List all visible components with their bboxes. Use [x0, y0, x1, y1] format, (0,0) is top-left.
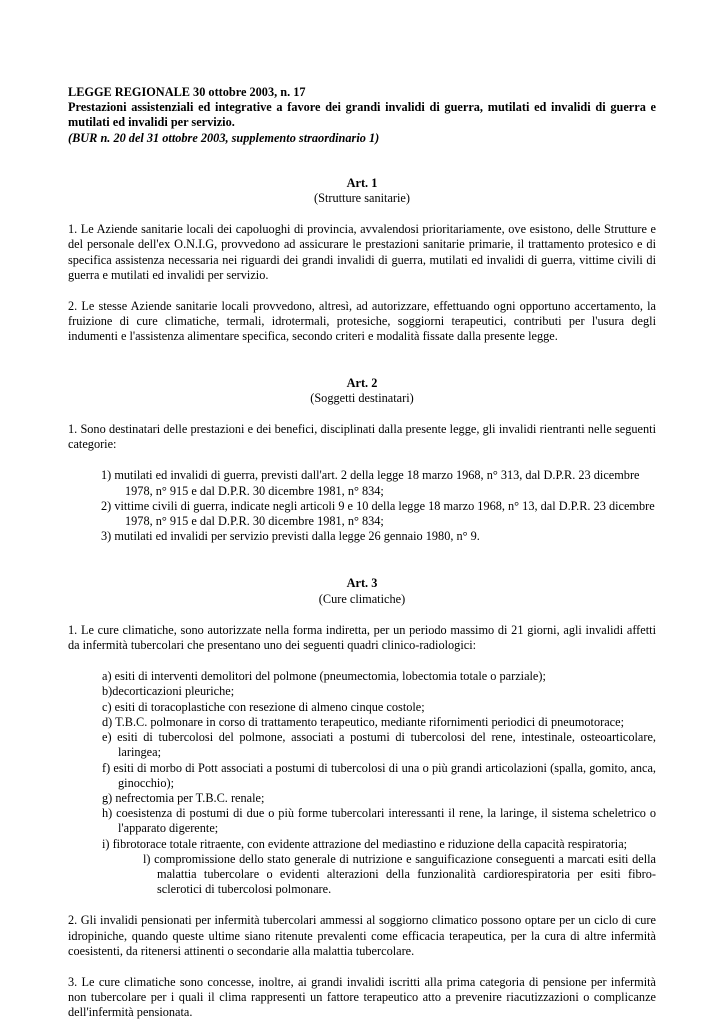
article-2-title: Art. 2	[346, 375, 378, 390]
article-1-paragraph-2: 2. Le stesse Aziende sanitarie locali provvedono, altresì, ad autorizzare, effettuando ogni opportuno accertamento, la fruizione di cure climatiche, termali, idrotermali, protesiche, soggiorni terapeutici, contributi per l'usura degli indumenti e l'assistenza alimentare specifica, secondo criteri e modalità fissate dalla presente legge.	[68, 299, 656, 344]
list-item: f) esiti di morbo di Pott associati a postumi di tubercolosi di una o più grandi articolazioni (spalla, gomito, anca, ginocchio);	[102, 760, 656, 790]
list-item: 1) mutilati ed invalidi di guerra, previsti dall'art. 2 della legge 18 marzo 1968, n° 313, dal D.P.R. 23 dicembre 1978, n° 915 e dal D.P.R. 30 dicembre 1981, n° 834;	[101, 468, 640, 498]
list-item: e) esiti di tubercolosi del polmone, associati a postumi di tubercolosi del rene, intestinale, osteoarticolare, laringea;	[102, 730, 656, 760]
list-item: b)decorticazioni pleuriche;	[102, 684, 235, 699]
list-item: a) esiti di interventi demolitori del polmone (pneumectomia, lobectomia totale o parziale);	[102, 669, 546, 684]
list-item: 3) mutilati ed invalidi per servizio previsti dalla legge 26 gennaio 1980, n° 9.	[101, 529, 480, 544]
list-item: 2) vittime civili di guerra, indicate negli articoli 9 e 10 della legge 18 marzo 1968, n° 13, dal D.P.R. 23 dicembre 1978, n° 915 e dal D.P.R. 30 dicembre 1981, n° 834;	[101, 498, 655, 529]
article-1	[68, 176, 656, 345]
article-1-paragraph-1: 1. Le Aziende sanitarie locali dei capoluoghi di provincia, avvalendosi prioritariamente, ove esistono, delle Strutture e del personale dell'ex O.N.I.G, provvedono ad assicurare le prestazioni sanitarie primarie, il trattamento protesico e di specifica assistenza necessaria nei riguardi dei grandi invalidi di guerra, mutilati ed invalidi di guerra, vittime civili di guerra e mutilati ed invalidi per servizio.	[68, 222, 656, 282]
article-2	[68, 376, 656, 545]
publication-reference: (BUR n. 20 del 31 ottobre 2003, supplemento straordinario 1)	[68, 130, 380, 145]
article-3-subtitle: (Cure climatiche)	[318, 591, 406, 606]
law-title: LEGGE REGIONALE 30 ottobre 2003, n. 17	[68, 85, 306, 99]
article-3-title: Art. 3	[346, 576, 378, 591]
list-item: i) fibrotorace totale ritraente, con evidente attrazione del mediastino e riduzione della capacità respiratoria;	[102, 836, 628, 851]
list-item: h) coesistenza di postumi di due o più forme tubercolari interessanti il rene, la laringe, il sistema scheletrico o l'apparato digerente;	[102, 806, 656, 836]
law-subject: Prestazioni assistenziali ed integrative a favore dei grandi invalidi di guerra, mutilati ed invalidi di guerra e mutilati ed invalidi per servizio.	[68, 100, 656, 130]
article-2-categories	[68, 468, 656, 544]
article-3-paragraph-2: 2. Gli invalidi pensionati per infermità tubercolari ammessi al soggiorno climatico possono optare per un ciclo di cure idropiniche, quando queste ultime siano ritenute prevalenti come efficacia terapeutica, per la cura di altre infermità coesistenti, da ritenersi attinenti o secondarie alla malattia tubercolare.	[68, 913, 656, 958]
article-1-subtitle: (Strutture sanitarie)	[314, 191, 410, 206]
article-3-paragraph-3: 3. Le cure climatiche sono concesse, inoltre, ai grandi invalidi iscritti alla prima categoria di pensione per infermità non tubercolare per i quali il clima rappresenti un fattore terapeutico atto a prevenire riacutizzazioni o complicanze dell'infermità pensionata.	[68, 974, 656, 1020]
article-3-clinical-conditions	[68, 669, 656, 897]
document-page	[68, 85, 656, 1021]
law-header	[68, 85, 656, 146]
list-item: l) compromissione dello stato generale di nutrizione e sanguificazione conseguenti a marcati esiti della malattia tubercolare o evidenti alterazioni della funzionalità cardiorespiratoria per esiti fibro-sclerotici di tubercolosi polmonare.	[143, 851, 656, 897]
article-3	[68, 576, 656, 1020]
list-item: c) esiti di toracoplastiche con resezione di almeno cinque costole;	[102, 699, 425, 714]
article-1-title: Art. 1	[346, 175, 378, 190]
article-3-paragraph-1: 1. Le cure climatiche, sono autorizzate nella forma indiretta, per un periodo massimo di 21 giorni, agli invalidi affetti da infermità tubercolari che presentano uno dei seguenti quadri clinico-radiologici:	[68, 622, 656, 653]
list-item: g) nefrectomia per T.B.C. renale;	[102, 790, 265, 805]
article-2-paragraph-1: 1. Sono destinatari delle prestazioni e dei benefici, disciplinati dalla presente legge, gli invalidi rientranti nelle seguenti categorie:	[68, 422, 656, 452]
article-2-subtitle: (Soggetti destinatari)	[310, 390, 414, 405]
list-item: d) T.B.C. polmonare in corso di trattamento terapeutico, mediante rifornimenti periodici di pneumotorace;	[102, 714, 625, 729]
